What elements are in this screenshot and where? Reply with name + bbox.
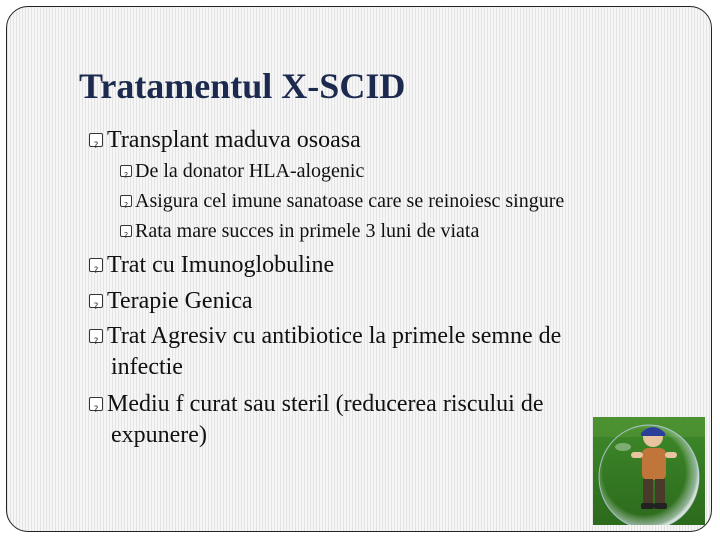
bullet-text: Terapie Genica <box>107 288 253 314</box>
bullet-glyph-icon <box>89 329 103 343</box>
slide-title: Tratamentul X-SCID <box>79 66 406 106</box>
bullet-glyph-icon <box>120 165 132 177</box>
bullet-continuation: expunere) <box>111 422 207 448</box>
bullet-continuation: infectie <box>111 354 183 380</box>
bullet-item <box>89 125 361 156</box>
bullet-text: Rata mare succes in primele 3 luni de viata <box>135 220 480 242</box>
bullet-item <box>89 389 543 451</box>
bullet-item <box>89 250 334 281</box>
bullet-text: Transplant maduva osoasa <box>107 127 361 153</box>
bullet-glyph-icon <box>89 258 103 272</box>
bullet-glyph-icon <box>120 225 132 237</box>
bullet-text: Mediu f curat sau steril (reducerea riscului de <box>107 391 544 417</box>
bullet-glyph-icon <box>89 397 103 411</box>
bullet-item <box>89 286 253 317</box>
bullet-glyph-icon <box>120 195 132 207</box>
bullet-item <box>89 321 561 383</box>
bullet-glyph-icon <box>89 294 103 308</box>
bullet-text: Trat cu Imunoglobuline <box>107 252 335 278</box>
bullet-glyph-icon <box>89 133 103 147</box>
sub-bullet-item <box>120 158 364 184</box>
sub-bullet-item <box>120 188 564 214</box>
bullet-text: De la donator HLA-alogenic <box>135 160 365 182</box>
bullet-text: Asigura cel imune sanatoase care se reinoiesc singure <box>135 190 565 212</box>
bullet-text: Trat Agresiv cu antibiotice la primele semne de <box>107 323 562 349</box>
sub-bullet-item <box>120 218 479 244</box>
slide <box>6 6 712 532</box>
child-bubble-photo <box>593 417 705 525</box>
